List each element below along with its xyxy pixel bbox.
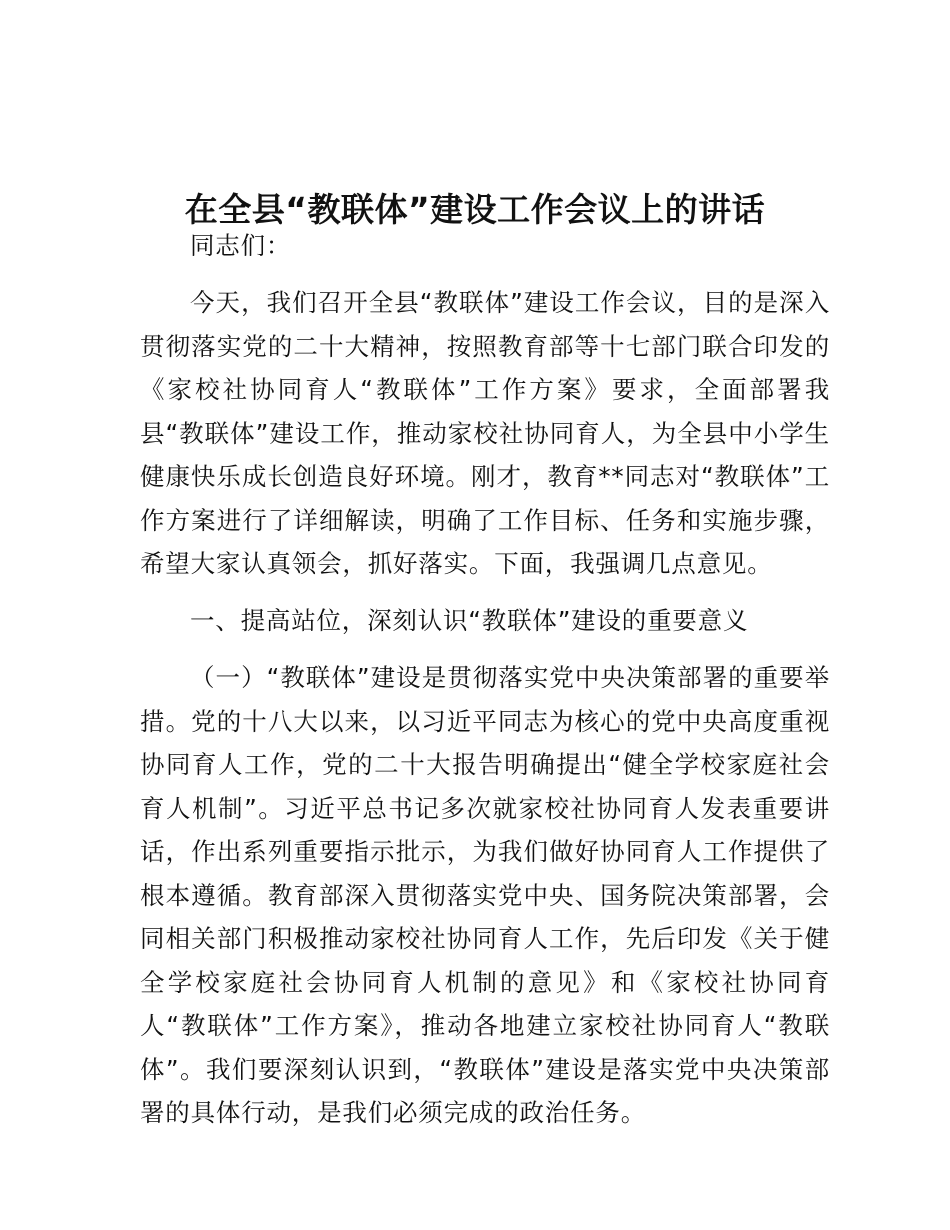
paragraph-opening: 今天，我们召开全县“教联体”建设工作会议，目的是深入贯彻落实党的二十大精神，按照教育部等十七部门联合印发的《家校社协同育人“教联体”工作方案》要求，全面部署我县“教联体”建设工作，推动家校社协同育人，为全县中小学生健康快乐成长创造良好环境。刚才，教育**同志对“教联体”工作方案进行了详细解读，明确了工作目标、任务和实施步骤，希望大家认真领会，抓好落实。下面，我强调几点意见。 xyxy=(140,288,830,578)
salutation: 同志们： xyxy=(190,231,292,260)
speech-title: 在全县“教联体”建设工作会议上的讲话 xyxy=(184,190,766,230)
paragraph-point-1: （一）“教联体”建设是贯彻落实党中央决策部署的重要举措。党的十八大以来，以习近平同志为核心的党中央高度重视协同育人工作，党的二十大报告明确提出“健全学校家庭社会育人机制”。习近平总书记多次就家校社协同育人发表重要讲话，作出系列重要指示批示，为我们做好协同育人工作提供了根本遵循。教育部深入贯彻落实党中央、国务院决策部署，会同相关部门积极推动家校社协同育人工作，先后印发《关于健全学校家庭社会协同育人机制的意见》和《家校社协同育人“教联体”工作方案》，推动各地建立家校社协同育人“教联体”。我们要深刻认识到，“教联体”建设是落实党中央决策部署的具体行动，是我们必须完成的政治任务。 xyxy=(140,663,830,1127)
section-heading-1: 一、提高站位，深刻认识“教联体”建设的重要意义 xyxy=(190,606,749,635)
speech-body xyxy=(140,224,830,1135)
